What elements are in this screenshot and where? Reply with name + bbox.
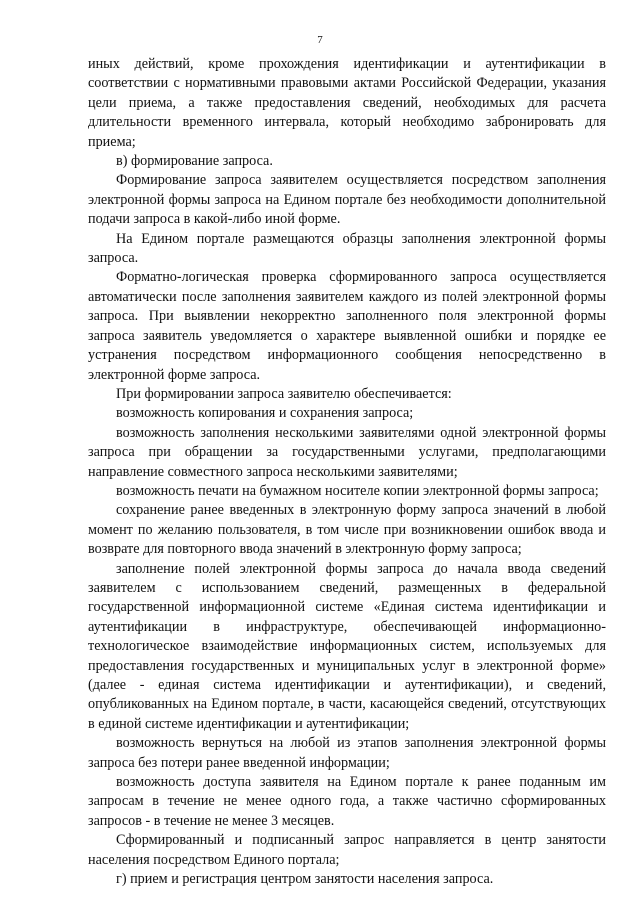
paragraph: При формировании запроса заявителю обеспечивается: bbox=[116, 385, 452, 402]
paragraph: иных действий, кроме прохождения идентификации и аутентификации в соответствии с нормативными правовыми актами Российской Федерации, указания цели приема, а также предоставления сведений, необходимых для расчета длительности временного интервала, который необходимо забронировать для приема; bbox=[88, 56, 606, 150]
page-number: 7 bbox=[317, 34, 323, 46]
paragraph: возможность печати на бумажном носителе копии электронной формы запроса; bbox=[116, 482, 599, 499]
paragraph: возможность доступа заявителя на Едином портале к ранее поданным им запросам в течение не менее одного года, а также частично сформированных запросов - в течение не менее 3 месяцев. bbox=[88, 774, 606, 829]
paragraph: возможность заполнения несколькими заявителями одной электронной формы запроса при обращении за государственными услугами, предполагающими направление совместного запроса несколькими заявителями; bbox=[88, 424, 606, 480]
paragraph: возможность копирования и сохранения запроса; bbox=[116, 405, 414, 422]
paragraph: Сформированный и подписанный запрос направляется в центр занятости населения посредством Единого портала; bbox=[88, 832, 606, 868]
paragraph: возможность вернуться на любой из этапов заполнения электронной формы запроса без потери ранее введенной информации; bbox=[88, 735, 606, 771]
paragraph: Формирование запроса заявителем осуществляется посредством заполнения электронной формы запроса на Едином портале без необходимости дополнительной подачи запроса в какой-либо иной форме. bbox=[88, 172, 606, 228]
paragraph: Форматно-логическая проверка сформированного запроса осуществляется автоматически после заполнения заявителем каждого из полей электронной формы запроса. При выявлении некорректно заполненного поля электронной формы запроса заявитель уведомляется о характере выявленной ошибки и порядке ее устранения посредством информационного сообщения непосредственно в электронной форме запроса. bbox=[88, 269, 606, 383]
paragraph: На Едином портале размещаются образцы заполнения электронной формы запроса. bbox=[88, 230, 606, 267]
document-body bbox=[88, 55, 606, 889]
paragraph: в) формирование запроса. bbox=[116, 153, 273, 170]
paragraph: сохранение ранее введенных в электронную форму запроса значений в любой момент по желанию пользователя, в том числе при возникновении ошибок ввода и возврате для повторного ввода значений в электронную форму запроса; bbox=[88, 502, 606, 558]
paragraph: заполнение полей электронной формы запроса до начала ввода сведений заявителем с использованием сведений, размещенных в федеральной государственной информационной системе «Единая система идентификации и аутентификации в инфраструктуре, обеспечивающей информационно-технологическое взаимодействие информационных систем, используемых для предоставления государственных и муниципальных услуг в электронной форме» (далее - единая система идентификации и аутентификации), и сведений, опубликованных на Едином портале, в части, касающейся сведений, отсутствующих в единой системе идентификации и аутентификации; bbox=[88, 560, 606, 732]
paragraph: г) прием и регистрация центром занятости населения запроса. bbox=[116, 871, 494, 888]
